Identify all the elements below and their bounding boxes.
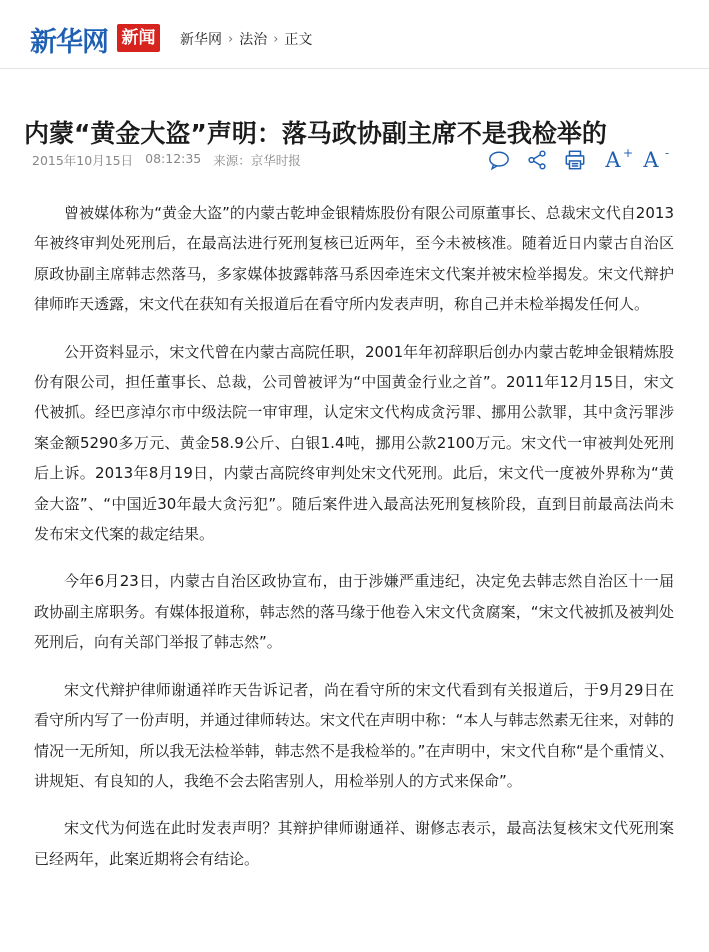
source-label: 来源：: [213, 153, 251, 168]
chevron-right-icon: ›: [273, 31, 279, 47]
article-paragraph: 宋文代辩护律师谢通祥昨天告诉记者，尚在看守所的宋文代看到有关报道后，于9月29日在看守所内写了一份声明，并通过律师转达。宋文代在声明中称：“本人与韩志然素无往来，对韩的情况一无所知，所以我无法检举韩，韩志然不是我检举的。”在声明中，宋文代自称“是个重情义、讲规矩、有良知的人，我绝不会去陷害别人，用检举别人的方式来保命”。: [34, 680, 674, 790]
article-paragraph: 今年6月23日，内蒙古自治区政协宣布，由于涉嫌严重违纪，决定免去韩志然自治区十一届政协副主席职务。有媒体报道称，韩志然的落马缘于他卷入宋文代贪腐案，“宋文代被抓及被判处死刑后，向有关部门举报了韩志然”。: [34, 572, 674, 652]
share-button[interactable]: [525, 148, 549, 172]
font-smaller-button[interactable]: [639, 146, 669, 172]
font-smaller-mark: -: [664, 146, 669, 160]
comment-icon: [488, 149, 510, 171]
breadcrumb-law[interactable]: 法治: [239, 32, 268, 48]
article-toolbar: [487, 146, 669, 172]
font-smaller-icon: A: [643, 148, 659, 172]
share-icon: [526, 149, 548, 171]
breadcrumb: [180, 29, 312, 49]
comment-button[interactable]: [487, 148, 511, 172]
font-larger-button[interactable]: [601, 146, 633, 172]
publish-date: 2015年10月15日: [32, 153, 134, 168]
article-paragraph: 公开资料显示，宋文代曾在内蒙古高院任职，2001年年初辞职后创办内蒙古乾坤金银精炼股份有限公司，担任董事长、总裁，公司曾被评为“中国黄金行业之首”。2011年12月15日，宋文代被抓。经巴彦淖尔市中级法院一审审理，认定宋文代构成贪污罪、挪用公款罪，其中贪污罪涉案金额5290多万元、黄金58.9公斤、白银1.4吨，挪用公款2100万元。宋文代一审被判处死刑后上诉。2013年8月19日，内蒙古高院终审判处宋文代死刑。此后，宋文代一度被外界称为“黄金大盗”、“中国近30年最大贪污犯”。随后案件进入最高法死刑复核阶段，直到目前最高法尚未发布宋文代案的裁定结果。: [34, 342, 674, 544]
article-paragraph: 宋文代为何选在此时发表声明？其辩护律师谢通祥、谢修志表示，最高法复核宋文代死刑案已经两年，此案近期将会有结论。: [34, 819, 674, 868]
top-bar: [0, 0, 709, 69]
source-name: 京华时报: [250, 153, 301, 168]
site-logo[interactable]: 新华网: [30, 27, 108, 58]
breadcrumb-home[interactable]: 新华网: [180, 32, 222, 48]
font-larger-mark: +: [622, 146, 633, 160]
print-button[interactable]: [563, 148, 587, 172]
chevron-right-icon: ›: [228, 31, 234, 47]
article-paragraph: 曾被媒体称为“黄金大盗”的内蒙古乾坤金银精炼股份有限公司原董事长、总裁宋文代自2013年被终审判处死刑后，在最高法进行死刑复核已近两年，至今未被核准。随着近日内蒙古自治区原政协副主席韩志然落马，多家媒体披露韩落马系因牵连宋文代案并被宋检举揭发。宋文代辩护律师昨天透露，宋文代在获知有关报道后在看守所内发表声明，称自己并未检举揭发任何人。: [34, 204, 674, 314]
publish-time: 08:12:35: [145, 151, 202, 166]
source-group: [213, 151, 301, 169]
font-larger-icon: A: [605, 148, 621, 172]
article-body: [34, 198, 674, 891]
breadcrumb-current: 正文: [284, 32, 313, 48]
article-meta: [32, 151, 301, 169]
article-title: 内蒙“黄金大盗”声明：落马政协副主席不是我检举的: [24, 118, 607, 148]
printer-icon: [564, 149, 586, 171]
news-channel-badge[interactable]: 新闻: [117, 24, 160, 52]
